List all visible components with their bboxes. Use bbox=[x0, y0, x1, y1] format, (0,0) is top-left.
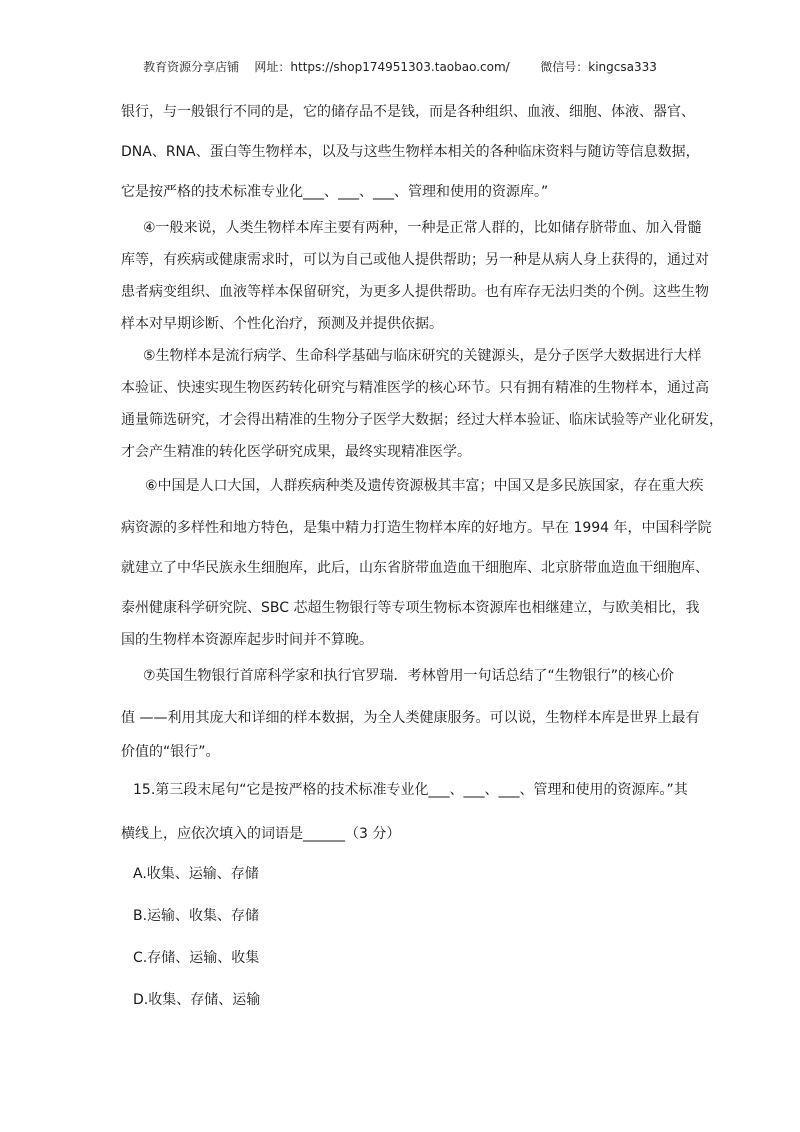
option-b: B.运输、收集、存储 bbox=[133, 908, 260, 924]
page-header: 教育资源分享店铺 网址：https://shop174951303.taobao.com/ 微信号：kingcsa333 bbox=[143, 60, 657, 74]
text-line: 就建立了中华民族永生细胞库，此后，山东省脐带血造血干细胞库、北京脐带血造血干细胞库、 bbox=[121, 560, 709, 576]
text-line: 库等，有疾病或健康需求时，可以为自己或他人提供帮助；另一种是从病人身上获得的，通过对 bbox=[121, 252, 709, 268]
text-line: 患者病变组织、血液等样本保留研究，为更多人提供帮助。也有库存无法归类的个例。这些生物 bbox=[121, 284, 709, 300]
paragraph-7-line: ⑦英国生物银行首席科学家和执行官罗瑞．考林曾用一句话总结了“生物银行”的核心价 bbox=[143, 668, 675, 684]
text-line: 病资源的多样性和地方特色，是集中精力打造生物样本库的好地方。早在 1994 年，中国科学院 bbox=[121, 520, 712, 536]
question-15-stem-line2: 横线上，应依次填入的词语是______（3 分） bbox=[121, 826, 401, 842]
text-line: 泰州健康科学研究院、SBC 芯超生物银行等专项生物标本资源库也相继建立，与欧美相比，我 bbox=[121, 600, 700, 616]
option-d: D.收集、存储、运输 bbox=[133, 992, 261, 1008]
text-line: 值 ——利用其庞大和详细的样本数据，为全人类健康服务。可以说，生物样本库是世界上最有 bbox=[121, 710, 700, 726]
text-line: 价值的“银行”。 bbox=[121, 744, 220, 760]
text-line: 通量筛选研究，才会得出精准的生物分子医学大数据；经过大样本验证、临床试验等产业化研发， bbox=[121, 412, 723, 428]
question-15-stem: 15.第三段末尾句“它是按严格的技术标准专业化___、___、___、管理和使用的资源库。”其 bbox=[133, 782, 688, 798]
option-c: C.存储、运输、收集 bbox=[133, 950, 260, 966]
text-line: DNA、RNA、蛋白等生物样本，以及与这些生物样本相关的各种临床资料与随访等信息数据， bbox=[121, 144, 700, 160]
paragraph-5-line: ⑤生物样本是流行病学、生命科学基础与临床研究的关键源头，是分子医学大数据进行大样 bbox=[143, 348, 702, 364]
text-line: 本验证、快速实现生物医药转化研究与精准医学的核心环节。只有拥有精准的生物样本，通过高 bbox=[121, 380, 709, 396]
paragraph-6-line: ⑥中国是人口大国，人群疾病种类及遗传资源极其丰富；中国又是多民族国家，存在重大疾 bbox=[145, 478, 704, 494]
text-line: 银行，与一般银行不同的是，它的储存品不是钱，而是各种组织、血液、细胞、体液、器官、 bbox=[121, 104, 695, 120]
paragraph-4-line: ④一般来说，人类生物样本库主要有两种，一种是正常人群的，比如储存脐带血、加入骨髓 bbox=[143, 220, 702, 236]
option-a: A.收集、运输、存储 bbox=[133, 866, 259, 882]
text-line: 才会产生精准的转化医学研究成果，最终实现精准医学。 bbox=[121, 444, 471, 460]
text-line: 国的生物样本资源库起步时间并不算晚。 bbox=[121, 632, 373, 648]
text-line: 样本对早期诊断、个性化治疗，预测及并提供依据。 bbox=[121, 316, 443, 332]
text-line: 它是按严格的技术标准专业化___、___、___、管理和使用的资源库。” bbox=[121, 184, 549, 200]
